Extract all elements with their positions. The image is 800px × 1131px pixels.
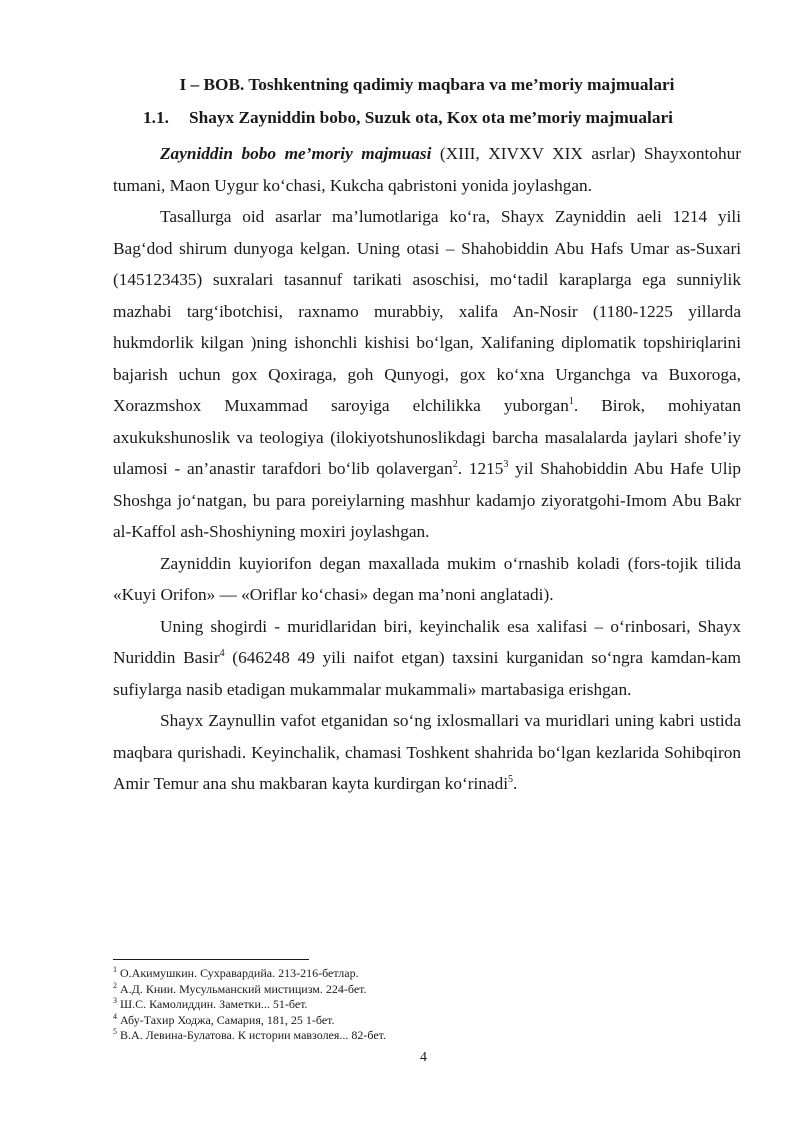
- footnote-mark: 5: [113, 1027, 117, 1036]
- monument-name: Zayniddin bobo me’moriy majmuasi: [160, 144, 432, 163]
- paragraph-2: [113, 201, 741, 548]
- footnote: [113, 1028, 741, 1044]
- footnote-text: Абу-Тахир Ходжа, Самария, 181, 25 1-бет.: [117, 1012, 335, 1027]
- footnote-mark: 2: [113, 980, 117, 990]
- footnote-mark: 1: [113, 965, 117, 974]
- footnote: [113, 1013, 741, 1029]
- paragraph-4-text-b: (646248 49 yili naifot etgan) taxsini kurganidan so‘ngra kamdan-kam sufiylarga nasib etadigan mukammalar mukammali» martabasiga erishgan.: [113, 648, 741, 699]
- footnote-text: А.Д. Книи. Мусульманский мистицизм. 224-бет.: [117, 981, 367, 996]
- footnote-divider: [113, 959, 309, 960]
- paragraph-5-text-b: .: [513, 774, 518, 793]
- footnote: [113, 997, 741, 1013]
- paragraph-1-text: (XIII, XIVXV XIX asrlar) Shayxontohur tumani, Maon Uygur ko‘chasi, Kukcha qabristoni yonida joylashgan.: [113, 144, 742, 195]
- footnote-ref-5: 5: [508, 774, 514, 786]
- footnote-ref-3: 3: [503, 459, 509, 471]
- footnote-text: О.Акимушкин. Сухравардийа. 213-216-бетлар.: [117, 966, 359, 980]
- footnote-mark: 3: [113, 996, 117, 1005]
- footnote-text: Ш.С. Камолиддин. Заметки... 51-бет.: [117, 997, 308, 1011]
- section-title: Shayx Zayniddin bobo, Suzuk ota, Kox ota me’moriy majmualari: [189, 108, 673, 127]
- chapter-heading: I – BOB. Toshkentning qadimiy maqbara va me’moriy majmualari: [179, 75, 675, 94]
- footnote-text: В.А. Левина-Булатова. К истории мавзолея... 82-бет.: [117, 1028, 387, 1042]
- footnote-ref-4: 4: [219, 648, 225, 660]
- paragraph-2-text-b: . Birok, mohiyatan axukukshunoslik va teologiya (ilokiyotshunoslikdagi barcha masalalarda jaylari shofe’iy ulamosi - an’anastir tarafdori bo‘lib qolavergan: [113, 396, 741, 478]
- footnote-ref-2: 2: [452, 459, 458, 471]
- footnote-mark: 4: [113, 1011, 117, 1021]
- footnote-ref-1: 1: [568, 396, 574, 408]
- footnote: [113, 982, 741, 998]
- paragraph-4: [113, 611, 741, 706]
- paragraph-2-text-c: . 1215: [457, 459, 504, 478]
- paragraph-2-text-d: yil Shahobiddin Abu Hafe Ulip Shoshga jo‘natgan, bu para poreiylarning mashhur kadamjo ziyoratgohi-Imom Abu Bakr al-Kaffol ash-Shoshiyning moxiri joylashgan.: [113, 459, 742, 541]
- paragraph-1: [113, 138, 741, 201]
- section-heading: [113, 105, 741, 131]
- paragraph-3: Zayniddin kuyiorifon degan maxallada mukim o‘rnashib koladi (fors-tojik tilida «Kuyi Orifon» — «Oriflar ko‘chasi» degan ma’noni anglatadi).: [113, 553, 741, 604]
- page-body: [113, 72, 741, 800]
- paragraph-5-text-a: Shayx Zaynullin vafot etganidan so‘ng ixlosmallari va muridlari uning kabri ustida maqbara qurishadi. Keyinchalik, chamasi Toshkent shahrida bo‘lgan kezlarida Sohibqiron Amir Temur ana shu makbaran kayta kurdirgan ko‘rinadi: [113, 711, 741, 793]
- footnotes: [113, 959, 741, 1044]
- footnote: [113, 966, 741, 982]
- paragraph-4-text-a: Uning shogirdi - muridlaridan biri, keyinchalik esa xalifasi – o‘rinbosari, Shayx Nuriddin Basir: [113, 616, 741, 667]
- paragraph-2-text-a: Tasallurga oid asarlar ma’lumotlariga ko‘ra, Shayx Zayniddin aeli 1214 yili Bag‘dod shirum dunyoga kelgan. Uning otasi – Shahobiddin Abu Hafs Umar as-Suxari (145123435) suxralari tasannuf tarikati asoschisi, mo‘tadil karaplarga ega sunniylik mazhabi targ‘ibotchisi, raxnamo murabbiy, xalifa An-Nosir (1180-1225 yillarda hukmdorlik kilgan )ning ishonchli kishisi bo‘lgan, Xalifaning diplomatik topshiriqlarini bajarish uchun gox Qoxiraga, goh Qunyogi, gox ko‘xna Urganchga va Buxoroga, Xorazmshox Muxammad saroyiga elchilikka yuborgan: [113, 207, 741, 415]
- page-number: 4: [420, 1050, 427, 1065]
- paragraph-5: [113, 705, 741, 800]
- section-number: 1.1.: [143, 108, 169, 127]
